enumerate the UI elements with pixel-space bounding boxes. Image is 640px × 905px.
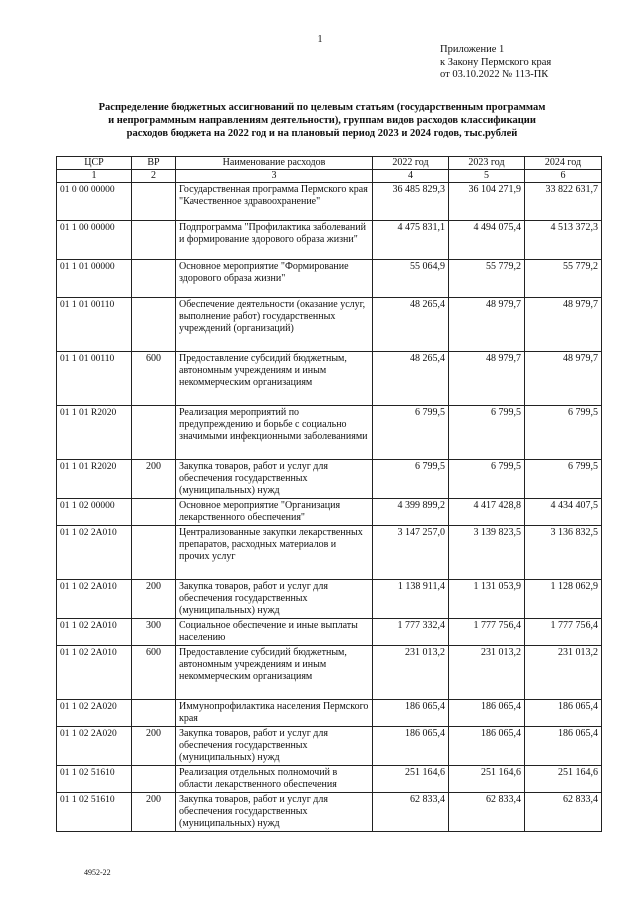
row-name: Обеспечение деятельности (оказание услуг, выполнение работ) государственных учреждений (организаций) xyxy=(176,298,373,352)
row-amount-2023: 48 979,7 xyxy=(449,298,525,352)
row-name: Закупка товаров, работ и услуг для обеспечения государственных (муниципальных) нужд xyxy=(176,793,373,832)
row-amount-2023: 4 494 075,4 xyxy=(449,221,525,260)
approval-line: Приложение 1 xyxy=(440,44,505,55)
row-name: Реализация мероприятий по предупреждению и борьбе с социально значимыми инфекционными заболеваниями xyxy=(176,406,373,460)
row-expense-type xyxy=(132,526,176,580)
row-amount-2022: 186 065,4 xyxy=(373,700,449,727)
column-number: 6 xyxy=(525,170,602,183)
row-expense-type: 200 xyxy=(132,460,176,499)
row-code: 01 1 01 R2020 xyxy=(57,460,132,499)
row-code: 01 1 01 R2020 xyxy=(57,406,132,460)
header-vr: ВР xyxy=(132,157,176,170)
row-amount-2024: 3 136 832,5 xyxy=(525,526,602,580)
row-code: 01 1 01 00110 xyxy=(57,352,132,406)
row-expense-type: 600 xyxy=(132,646,176,700)
row-amount-2023: 1 777 756,4 xyxy=(449,619,525,646)
row-amount-2024: 6 799,5 xyxy=(525,406,602,460)
table-row xyxy=(57,260,602,298)
row-amount-2023: 48 979,7 xyxy=(449,352,525,406)
column-number-row xyxy=(57,170,602,183)
column-number: 4 xyxy=(373,170,449,183)
column-number: 5 xyxy=(449,170,525,183)
row-amount-2024: 1 777 756,4 xyxy=(525,619,602,646)
table-row xyxy=(57,526,602,580)
table-row xyxy=(57,700,602,727)
row-amount-2023: 55 779,2 xyxy=(449,260,525,298)
row-amount-2023: 62 833,4 xyxy=(449,793,525,832)
row-amount-2024: 4 513 372,3 xyxy=(525,221,602,260)
row-code: 01 1 02 2A010 xyxy=(57,580,132,619)
approval-stamp xyxy=(440,44,551,82)
row-amount-2022: 62 833,4 xyxy=(373,793,449,832)
row-name: Социальное обеспечение и иные выплаты населению xyxy=(176,619,373,646)
row-amount-2024: 48 979,7 xyxy=(525,352,602,406)
row-amount-2022: 1 138 911,4 xyxy=(373,580,449,619)
row-amount-2023: 251 164,6 xyxy=(449,766,525,793)
approval-line: к Закону Пермского края xyxy=(440,56,552,68)
row-expense-type xyxy=(132,406,176,460)
row-amount-2022: 1 777 332,4 xyxy=(373,619,449,646)
row-amount-2022: 48 265,4 xyxy=(373,352,449,406)
row-code: 01 1 02 51610 xyxy=(57,793,132,832)
row-expense-type: 200 xyxy=(132,727,176,766)
row-expense-type xyxy=(132,260,176,298)
row-expense-type xyxy=(132,700,176,727)
row-amount-2023: 6 799,5 xyxy=(449,460,525,499)
row-expense-type xyxy=(132,298,176,352)
row-amount-2022: 231 013,2 xyxy=(373,646,449,700)
table-row xyxy=(57,221,602,260)
row-code: 01 1 01 00000 xyxy=(57,260,132,298)
header-2022: 2022 год xyxy=(373,157,449,170)
row-name: Государственная программа Пермского края "Качественное здравоохранение" xyxy=(176,183,373,221)
row-name: Предоставление субсидий бюджетным, автономным учреждениям и иным некоммерческим организациям xyxy=(176,352,373,406)
row-amount-2024: 1 128 062,9 xyxy=(525,580,602,619)
column-number: 2 xyxy=(132,170,176,183)
row-amount-2023: 1 131 053,9 xyxy=(449,580,525,619)
title-line: и непрограммным направлениям деятельности), группам видов расходов классификации xyxy=(108,115,536,126)
row-amount-2023: 3 139 823,5 xyxy=(449,526,525,580)
table-row xyxy=(57,499,602,526)
header-2024: 2024 год xyxy=(525,157,602,170)
row-amount-2022: 4 475 831,1 xyxy=(373,221,449,260)
row-name: Централизованные закупки лекарственных препаратов, расходных материалов и прочих услуг xyxy=(176,526,373,580)
row-code: 01 1 01 00110 xyxy=(57,298,132,352)
row-amount-2024: 4 434 407,5 xyxy=(525,499,602,526)
row-amount-2022: 36 485 829,3 xyxy=(373,183,449,221)
row-code: 01 1 02 2A010 xyxy=(57,619,132,646)
table-header-row xyxy=(57,157,602,170)
row-expense-type: 200 xyxy=(132,793,176,832)
row-amount-2022: 186 065,4 xyxy=(373,727,449,766)
table-row xyxy=(57,766,602,793)
row-expense-type xyxy=(132,499,176,526)
row-amount-2024: 231 013,2 xyxy=(525,646,602,700)
row-amount-2022: 3 147 257,0 xyxy=(373,526,449,580)
row-amount-2024: 33 822 631,7 xyxy=(525,183,602,221)
page-number: 1 xyxy=(317,34,323,45)
row-expense-type xyxy=(132,183,176,221)
row-name: Закупка товаров, работ и услуг для обеспечения государственных (муниципальных) нужд xyxy=(176,460,373,499)
header-2023: 2023 год xyxy=(449,157,525,170)
title-line: расходов бюджета на 2022 год и на плановый период 2023 и 2024 годов, тыс.рублей xyxy=(126,128,518,139)
row-amount-2022: 6 799,5 xyxy=(373,406,449,460)
row-amount-2023: 186 065,4 xyxy=(449,727,525,766)
table-row xyxy=(57,183,602,221)
column-number: 3 xyxy=(176,170,373,183)
approval-line: от 03.10.2022 № 113-ПК xyxy=(440,69,549,80)
row-amount-2022: 251 164,6 xyxy=(373,766,449,793)
table-row xyxy=(57,619,602,646)
row-amount-2024: 6 799,5 xyxy=(525,460,602,499)
row-amount-2023: 36 104 271,9 xyxy=(449,183,525,221)
row-amount-2024: 55 779,2 xyxy=(525,260,602,298)
row-name: Подпрограмма "Профилактика заболеваний и формирование здорового образа жизни" xyxy=(176,221,373,260)
row-amount-2024: 186 065,4 xyxy=(525,727,602,766)
column-number: 1 xyxy=(57,170,132,183)
row-code: 01 0 00 00000 xyxy=(57,183,132,221)
row-amount-2022: 4 399 899,2 xyxy=(373,499,449,526)
table-row xyxy=(57,352,602,406)
row-code: 01 1 02 2A010 xyxy=(57,646,132,700)
row-amount-2024: 186 065,4 xyxy=(525,700,602,727)
table-row xyxy=(57,580,602,619)
row-amount-2022: 55 064,9 xyxy=(373,260,449,298)
table-row xyxy=(57,406,602,460)
row-code: 01 1 02 2A020 xyxy=(57,727,132,766)
row-name: Основное мероприятие "Формирование здорового образа жизни" xyxy=(176,260,373,298)
row-amount-2024: 251 164,6 xyxy=(525,766,602,793)
row-name: Предоставление субсидий бюджетным, автономным учреждениям и иным некоммерческим организациям xyxy=(176,646,373,700)
table-row xyxy=(57,727,602,766)
row-code: 01 1 02 2A010 xyxy=(57,526,132,580)
table-row xyxy=(57,793,602,832)
row-amount-2023: 186 065,4 xyxy=(449,700,525,727)
row-code: 01 1 02 00000 xyxy=(57,499,132,526)
row-name: Иммунопрофилактика населения Пермского края xyxy=(176,700,373,727)
row-code: 01 1 02 2A020 xyxy=(57,700,132,727)
title-line: Распределение бюджетных ассигнований по целевым статьям (государственным программам xyxy=(98,102,546,113)
row-name: Основное мероприятие "Организация лекарственного обеспечения" xyxy=(176,499,373,526)
row-expense-type: 600 xyxy=(132,352,176,406)
row-amount-2023: 6 799,5 xyxy=(449,406,525,460)
row-expense-type xyxy=(132,766,176,793)
row-expense-type: 300 xyxy=(132,619,176,646)
document-title xyxy=(96,101,548,140)
row-amount-2024: 48 979,7 xyxy=(525,298,602,352)
footer-code: 4952-22 xyxy=(84,868,111,877)
row-code: 01 1 00 00000 xyxy=(57,221,132,260)
row-amount-2022: 6 799,5 xyxy=(373,460,449,499)
budget-table xyxy=(56,156,602,832)
table-row xyxy=(57,460,602,499)
row-amount-2022: 48 265,4 xyxy=(373,298,449,352)
row-amount-2023: 231 013,2 xyxy=(449,646,525,700)
row-name: Закупка товаров, работ и услуг для обеспечения государственных (муниципальных) нужд xyxy=(176,580,373,619)
table-row xyxy=(57,298,602,352)
header-name: Наименование расходов xyxy=(176,157,373,170)
header-csr: ЦСР xyxy=(57,157,132,170)
row-amount-2023: 4 417 428,8 xyxy=(449,499,525,526)
row-amount-2024: 62 833,4 xyxy=(525,793,602,832)
table-row xyxy=(57,646,602,700)
row-expense-type xyxy=(132,221,176,260)
row-expense-type: 200 xyxy=(132,580,176,619)
row-name: Реализация отдельных полномочий в области лекарственного обеспечения xyxy=(176,766,373,793)
row-name: Закупка товаров, работ и услуг для обеспечения государственных (муниципальных) нужд xyxy=(176,727,373,766)
row-code: 01 1 02 51610 xyxy=(57,766,132,793)
